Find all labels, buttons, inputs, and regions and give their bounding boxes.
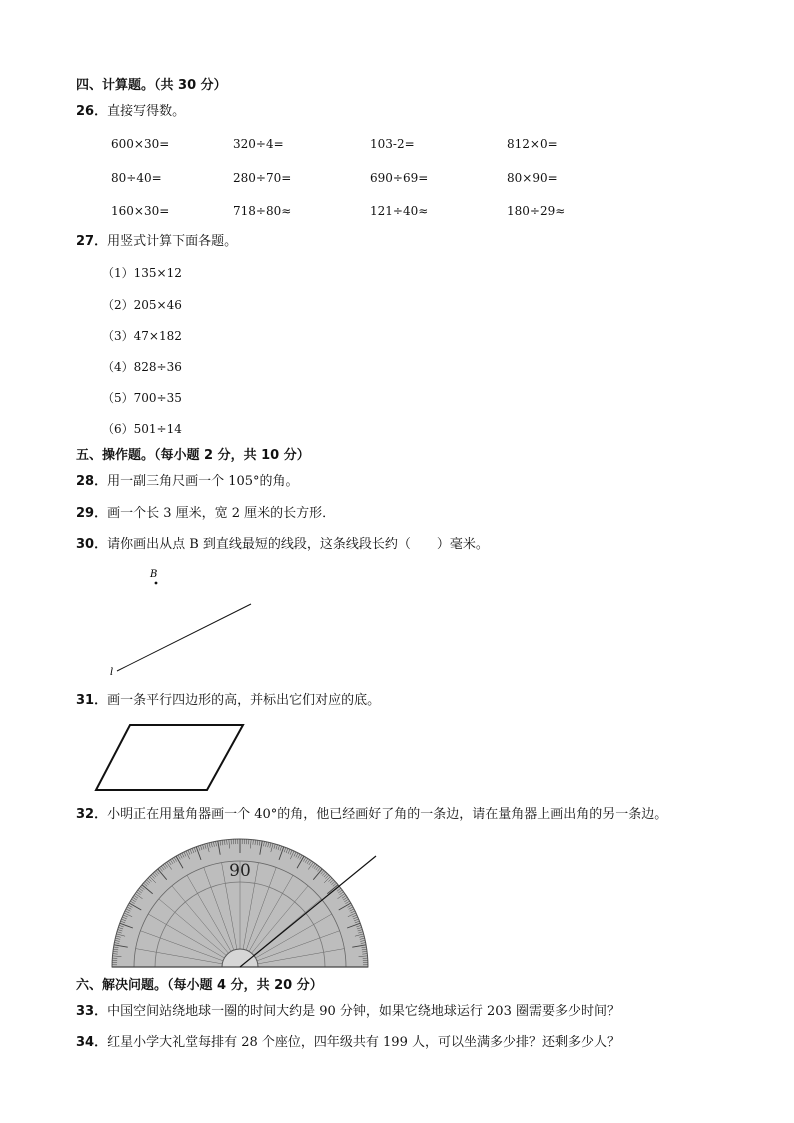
section-4-title: 四、计算题。（共 30 分） xyxy=(76,78,227,93)
calc-cell: 718÷80≈ xyxy=(233,204,292,218)
line-l-label: l xyxy=(110,667,114,678)
question-number: 31． xyxy=(76,693,108,708)
question-text: 用一副三角尺画一个 105°的角。 xyxy=(107,474,299,489)
question-number: 27． xyxy=(76,234,108,249)
calc-cell: 320÷4= xyxy=(233,137,284,151)
calc-cell: 280÷70= xyxy=(233,171,292,185)
question-text: 请你画出从点 B 到直线最短的线段，这条线段长约（ ）毫米。 xyxy=(107,537,489,552)
sub-item: （2）205×46 xyxy=(102,298,182,312)
calc-cell: 160×30= xyxy=(111,204,170,218)
sub-item: （5）700÷35 xyxy=(102,391,182,405)
question-34 xyxy=(76,1035,620,1051)
question-text: 用竖式计算下面各题。 xyxy=(107,234,238,249)
protractor-90-label: 90 xyxy=(229,861,251,881)
question-text: 小明正在用量角器画一个 40°的角，他已经画好了角的一条边，请在量角器上画出角的另一条边。 xyxy=(107,807,668,822)
question-33 xyxy=(76,1004,620,1020)
calc-cell: 690÷69= xyxy=(370,171,429,185)
question-number: 32． xyxy=(76,807,108,822)
question-text: 画一个长 3 厘米，宽 2 厘米的长方形． xyxy=(107,506,336,521)
question-text: 中国空间站绕地球一圈的时间大约是 90 分钟，如果它绕地球运行 203 圈需要多少时间？ xyxy=(107,1004,620,1019)
calc-cell: 103-2= xyxy=(370,137,415,151)
calc-cell: 180÷29≈ xyxy=(507,204,566,218)
calc-cell: 121÷40≈ xyxy=(370,204,429,218)
calc-cell: 600×30= xyxy=(111,137,170,151)
question-text: 红星小学大礼堂每排有 28 个座位，四年级共有 199 人，可以坐满多少排？还剩多少人？ xyxy=(107,1035,620,1050)
calc-cell: 80×90= xyxy=(507,171,558,185)
sub-item: （4）828÷36 xyxy=(102,360,182,374)
question-number: 28． xyxy=(76,474,108,489)
sub-item: （3）47×182 xyxy=(102,329,182,343)
section-5-title: 五、操作题。（每小题 2 分，共 10 分） xyxy=(76,448,310,463)
question-number: 26． xyxy=(76,104,108,119)
sub-item: （1）135×12 xyxy=(102,266,182,280)
section-6-title: 六、解决问题。（每小题 4 分，共 20 分） xyxy=(76,978,323,993)
question-number: 34． xyxy=(76,1035,108,1050)
question-number: 33． xyxy=(76,1004,108,1019)
question-text: 直接写得数。 xyxy=(107,104,186,119)
point-b-label: B xyxy=(150,569,158,580)
question-text: 画一条平行四边形的高，并标出它们对应的底。 xyxy=(107,693,381,708)
sub-item: （6）501÷14 xyxy=(102,422,182,436)
question-number: 30． xyxy=(76,537,108,552)
question-number: 29． xyxy=(76,506,108,521)
calc-cell: 812×0= xyxy=(507,137,558,151)
calc-cell: 80÷40= xyxy=(111,171,162,185)
